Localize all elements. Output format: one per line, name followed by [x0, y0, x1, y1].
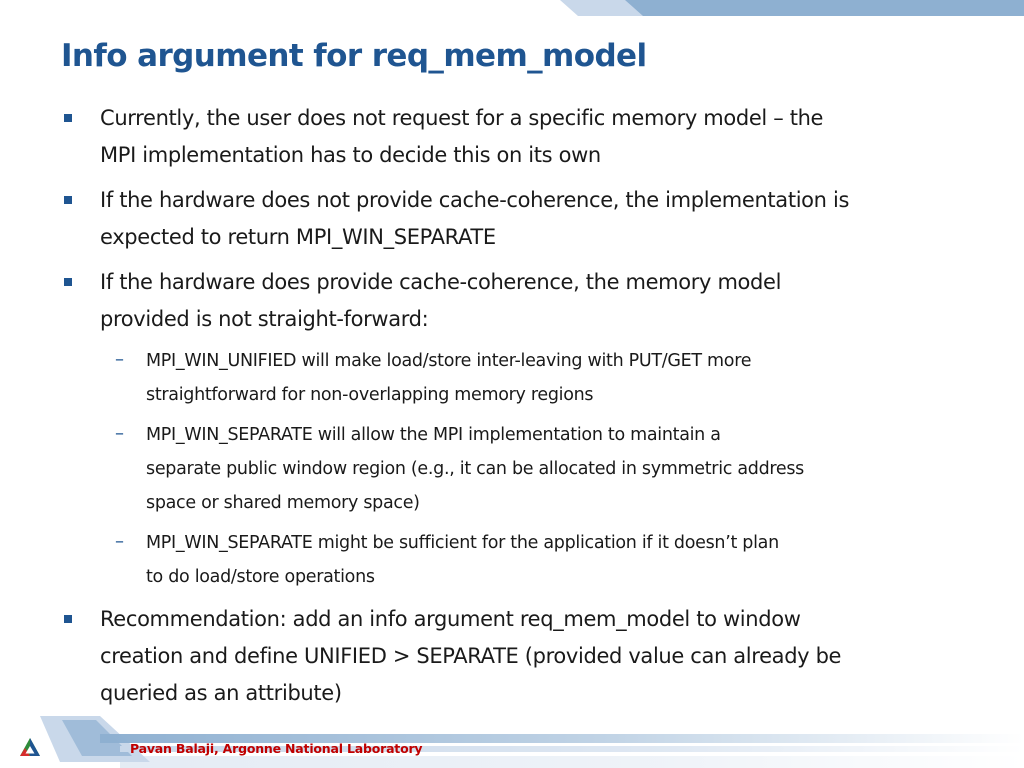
sub-bullet-line: MPI_WIN_SEPARATE might be sufficient for the application if it doesn’t plan	[146, 533, 779, 553]
bullet-3	[100, 264, 980, 338]
square-bullet-icon	[64, 615, 72, 623]
bullet-line: Recommendation: add an info argument req_mem_model to window	[100, 607, 801, 631]
bullet-line: If the hardware does provide cache-coherence, the memory model	[100, 270, 782, 294]
slide-title: Info argument for req_mem_model	[61, 38, 647, 74]
bullet-line: queried as an attribute)	[100, 681, 342, 705]
sub-bullet-line: separate public window region (e.g., it can be allocated in symmetric address	[146, 459, 804, 479]
sub-bullet-2	[115, 418, 976, 520]
bullet-line: creation and define UNIFIED > SEPARATE (provided value can already be	[100, 644, 842, 668]
bullet-line: If the hardware does not provide cache-coherence, the implementation is	[100, 188, 850, 212]
bullet-line: MPI implementation has to decide this on its own	[100, 143, 601, 167]
square-bullet-icon	[64, 278, 72, 286]
square-bullet-icon	[64, 196, 72, 204]
sub-bullet-line: MPI_WIN_SEPARATE will allow the MPI implementation to maintain a	[146, 425, 721, 445]
dash-bullet-icon: –	[115, 349, 124, 370]
sub-bullet-3	[115, 526, 976, 594]
sub-bullet-line: straightforward for non-overlapping memory regions	[146, 385, 594, 405]
argonne-logo-icon	[18, 736, 42, 760]
sub-bullet-1	[115, 344, 976, 412]
bullet-4	[100, 601, 980, 712]
bullet-2	[100, 182, 980, 256]
footer-text: Pavan Balaji, Argonne National Laboratory	[130, 741, 423, 756]
dash-bullet-icon: –	[115, 531, 124, 552]
dash-bullet-icon: –	[115, 423, 124, 444]
bullet-line: expected to return MPI_WIN_SEPARATE	[100, 225, 496, 249]
bullet-line: Currently, the user does not request for a specific memory model – the	[100, 106, 824, 130]
bottom-decorative-stripes	[0, 700, 1024, 768]
sub-bullet-line: to do load/store operations	[146, 567, 375, 587]
bullet-line: provided is not straight-forward:	[100, 307, 429, 331]
sub-bullet-line: MPI_WIN_UNIFIED will make load/store inter-leaving with PUT/GET more	[146, 351, 752, 371]
sub-bullet-line: space or shared memory space)	[146, 493, 420, 513]
bullet-1	[100, 100, 980, 174]
square-bullet-icon	[64, 114, 72, 122]
